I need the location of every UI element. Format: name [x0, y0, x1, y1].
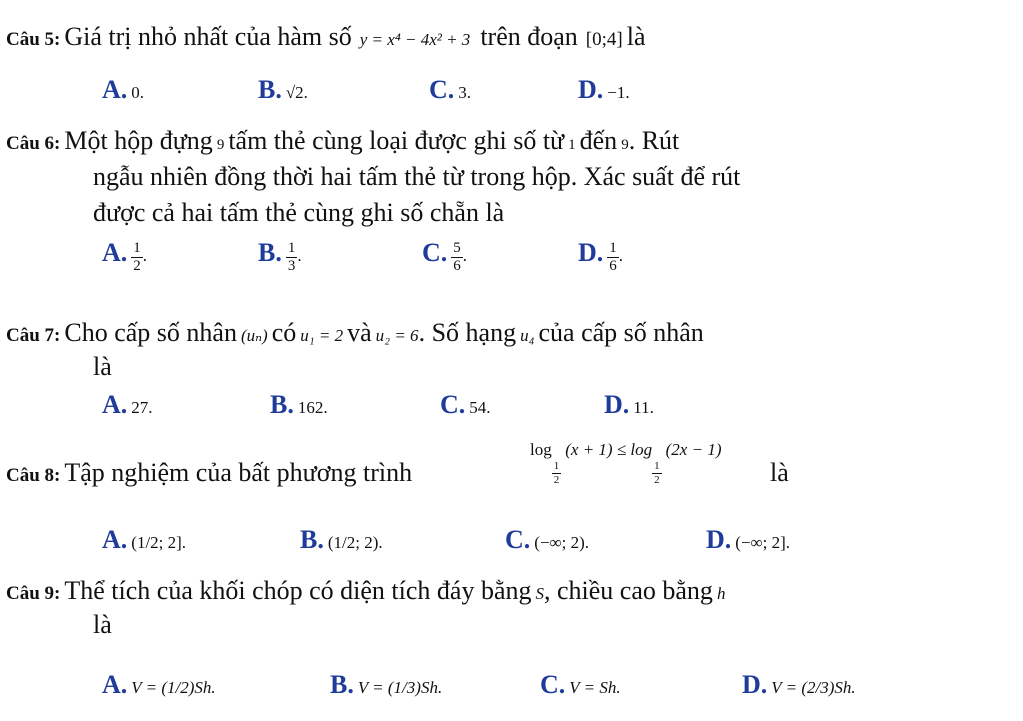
question-text: đến [579, 126, 618, 155]
base-numerator: 1 [553, 460, 560, 472]
inequality-formula: log $\frac{1}{2}$ (x + 1) ≤ log $\frac{1}{2}$ (2x − 1) [530, 440, 722, 486]
option-a[interactable] [102, 75, 144, 105]
option-a[interactable] [102, 390, 153, 420]
option-a[interactable] [102, 670, 216, 700]
option-letter: C. [505, 525, 531, 554]
question-label: Câu 9: [6, 583, 61, 604]
option-value: 27. [131, 398, 153, 417]
question-text: và [347, 318, 372, 347]
option-b[interactable] [300, 525, 383, 555]
option-value: 54. [469, 398, 491, 417]
option-letter: B. [300, 525, 324, 554]
question-label: Câu 8: [6, 465, 61, 486]
question-5 [6, 22, 645, 52]
option-value: (−∞; 2]. [735, 533, 791, 552]
question-text: tấm thẻ cùng loại được ghi số từ [228, 126, 565, 155]
option-d[interactable]: D. $\frac{1}{6}$ . [578, 238, 624, 274]
option-letter: D. [706, 525, 732, 554]
question-text: , chiều cao bằng [544, 576, 713, 605]
question-text: . Rút [628, 126, 680, 155]
fraction-numerator: 5 [453, 239, 461, 256]
option-b[interactable] [258, 75, 308, 105]
option-letter: C. [429, 75, 455, 104]
option-c[interactable] [440, 390, 491, 420]
question-text: Thể tích của khối chóp có diện tích đáy bằng [64, 576, 532, 605]
option-c[interactable]: C. $\frac{5}{6}$ . [422, 238, 468, 274]
base-denominator: 2 [553, 474, 560, 486]
option-letter: C. [422, 238, 448, 267]
question-text: Giá trị nhỏ nhất của hàm số [64, 22, 352, 51]
option-d[interactable] [742, 670, 856, 700]
option-letter: D. [578, 238, 604, 267]
option-d[interactable] [578, 75, 630, 105]
option-value: V = (1/2)Sh. [131, 678, 216, 697]
question-text: trên đoạn [480, 22, 578, 51]
question-text: được cả hai tấm thẻ cùng ghi số chẵn là [93, 198, 505, 227]
option-d[interactable] [604, 390, 654, 420]
option-a[interactable]: A. $\frac{1}{2}$ . [102, 238, 148, 274]
option-value: (1/2; 2]. [131, 533, 187, 552]
question-label: Câu 7: [6, 325, 61, 346]
question-label: Câu 5: [6, 29, 61, 50]
option-letter: D. [742, 670, 768, 699]
option-value: 11. [633, 398, 654, 417]
question-text: là [626, 22, 646, 51]
option-letter: B. [330, 670, 354, 699]
option-value: 3. [458, 83, 472, 102]
option-letter: C. [540, 670, 566, 699]
option-b[interactable] [330, 670, 442, 700]
inequality-left: (x + 1) ≤ log [565, 440, 653, 459]
fraction-numerator: 1 [133, 239, 141, 256]
fraction-denominator: 3 [287, 257, 296, 274]
option-value: 162. [297, 398, 328, 417]
question-text: Cho cấp số nhân [64, 318, 237, 347]
option-letter: D. [604, 390, 630, 419]
option-d[interactable] [706, 525, 790, 555]
option-letter: A. [102, 75, 128, 104]
sequence: (uₙ) [240, 326, 268, 345]
option-letter: A. [102, 670, 128, 699]
question-text: Một hộp đựng [64, 126, 213, 155]
option-letter: B. [270, 390, 294, 419]
term-u1: u₁ = 2 [300, 326, 344, 345]
variable-h: h [716, 584, 726, 603]
question-text: ngẫu nhiên đồng thời hai tấm thẻ từ trong hộp. Xác suất để rút [93, 162, 741, 191]
option-value: (1/2; 2). [327, 533, 383, 552]
question-9 [6, 576, 725, 606]
option-letter: B. [258, 238, 282, 267]
option-value: V = (1/3)Sh. [357, 678, 443, 697]
option-value: √2. [285, 83, 308, 102]
option-b[interactable] [270, 390, 328, 420]
fraction-numerator: 1 [287, 239, 296, 256]
option-letter: B. [258, 75, 282, 104]
option-c[interactable] [540, 670, 621, 700]
question-label: Câu 6: [6, 133, 61, 154]
fraction-denominator: 6 [609, 257, 617, 274]
option-letter: D. [578, 75, 604, 104]
question-6 [6, 126, 679, 156]
number: 1 [568, 137, 576, 153]
question-text: . Số hạng [418, 318, 517, 347]
question-text: là [93, 352, 112, 381]
question-text: là [770, 458, 789, 487]
option-value: (−∞; 2). [534, 533, 590, 552]
log-text: log [530, 440, 552, 459]
function-formula: y = x⁴ − 4x² + 3 [359, 30, 471, 49]
term-u4: u₄ [520, 326, 535, 345]
number: 9 [216, 137, 225, 153]
option-c[interactable] [429, 75, 471, 105]
fraction-denominator: 2 [133, 257, 141, 274]
question-7 [6, 318, 704, 348]
question-8 [6, 458, 412, 488]
number: 9 [621, 137, 629, 153]
fraction-numerator: 1 [609, 239, 617, 256]
option-letter: C. [440, 390, 466, 419]
term-u2: u₂ = 6 [375, 326, 419, 345]
option-value: −1. [607, 83, 630, 102]
option-letter: A. [102, 525, 128, 554]
option-a[interactable] [102, 525, 186, 555]
option-value: 0. [131, 83, 145, 102]
variable-s: S [535, 584, 544, 603]
fraction-denominator: 6 [453, 257, 461, 274]
option-value: V = Sh. [569, 678, 621, 697]
question-text: có [271, 318, 297, 347]
option-value: V = (2/3)Sh. [771, 678, 856, 697]
question-text: là [93, 610, 112, 639]
inequality-right: (2x − 1) [665, 440, 722, 459]
option-b[interactable]: B. $\frac{1}{3}$ . [258, 238, 302, 274]
interval: [0;4] [585, 29, 623, 50]
option-letter: A. [102, 390, 128, 419]
question-text: Tập nghiệm của bất phương trình [64, 458, 413, 487]
option-c[interactable] [505, 525, 589, 555]
option-letter: A. [102, 238, 128, 267]
question-text: của cấp số nhân [538, 318, 704, 347]
